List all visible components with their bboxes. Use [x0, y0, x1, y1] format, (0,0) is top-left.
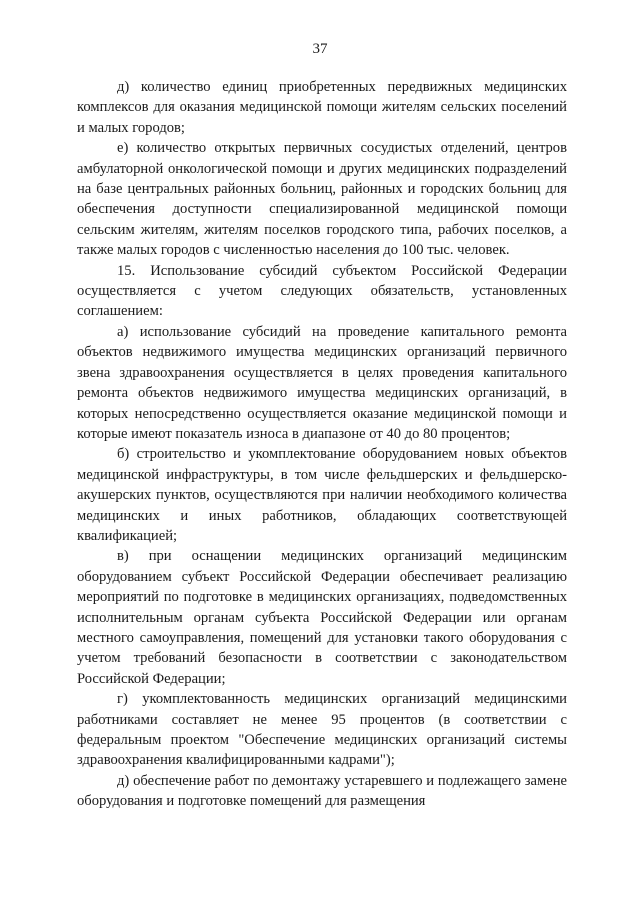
paragraph-item-b-construction: б) строительство и укомплектование оборудованием новых объектов медицинской инфраструктуры, в том числе фельдшерских и фельдшерско-акушерских пунктов, осуществляются при наличии необходимого количества медицинских и иных работников, обладающих соответствующей квалификацией;: [77, 446, 567, 544]
paragraph-item-d-dismantling: д) обеспечение работ по демонтажу устаревшего и подлежащего замене оборудования и подготовке помещений для размещения: [77, 772, 567, 810]
paragraph-item-a-capital-repair: а) использование субсидий на проведение капитального ремонта объектов недвижимого имущества медицинских организаций первичного звена здравоохранения осуществляется в целях проведения капитального ремонта объектов недвижимого имущества медицинских организаций, в которых непосредственно осуществляется оказание медицинской помощи и которые имеют показатель износа в диапазоне от 40 до 80 процентов;: [77, 323, 567, 442]
paragraph-clause-15: 15. Использование субсидий субъектом Российской Федерации осуществляется с учетом следующих обязательств, установленных соглашением:: [77, 262, 567, 320]
paragraph-item-g-staffing: г) укомплектованность медицинских организаций медицинскими работниками составляет не менее 95 процентов (в соответствии с федеральным проектом "Обеспечение медицинских организаций системы здравоохранения квалифицированными кадрами");: [77, 691, 567, 769]
page-number: 37: [312, 41, 328, 57]
document-body: [77, 77, 567, 812]
paragraph-item-d-mobile-complexes: д) количество единиц приобретенных передвижных медицинских комплексов для оказания медицинской помощи жителям сельских поселений и малых городов;: [77, 79, 567, 136]
paragraph-item-e-vascular-departments: е) количество открытых первичных сосудистых отделений, центров амбулаторной онкологической помощи и других медицинских подразделений на базе центральных районных больниц, районных и городских больниц для обеспечения доступности специализированной медицинской помощи сельским жителям, жителям поселков городского типа, рабочих поселков, а также малых городов с численностью населения до 100 тыс. человек.: [77, 140, 567, 259]
paragraph-item-v-equipment: в) при оснащении медицинских организаций медицинским оборудованием субъект Российской Федерации обеспечивает реализацию мероприятий по подготовке в медицинских организациях, подведомственных исполнительным органам субъекта Российской Федерации или органам местного самоуправления, помещений для установки такого оборудования с учетом требований безопасности в соответствии с законодательством Российской Федерации;: [77, 548, 567, 687]
